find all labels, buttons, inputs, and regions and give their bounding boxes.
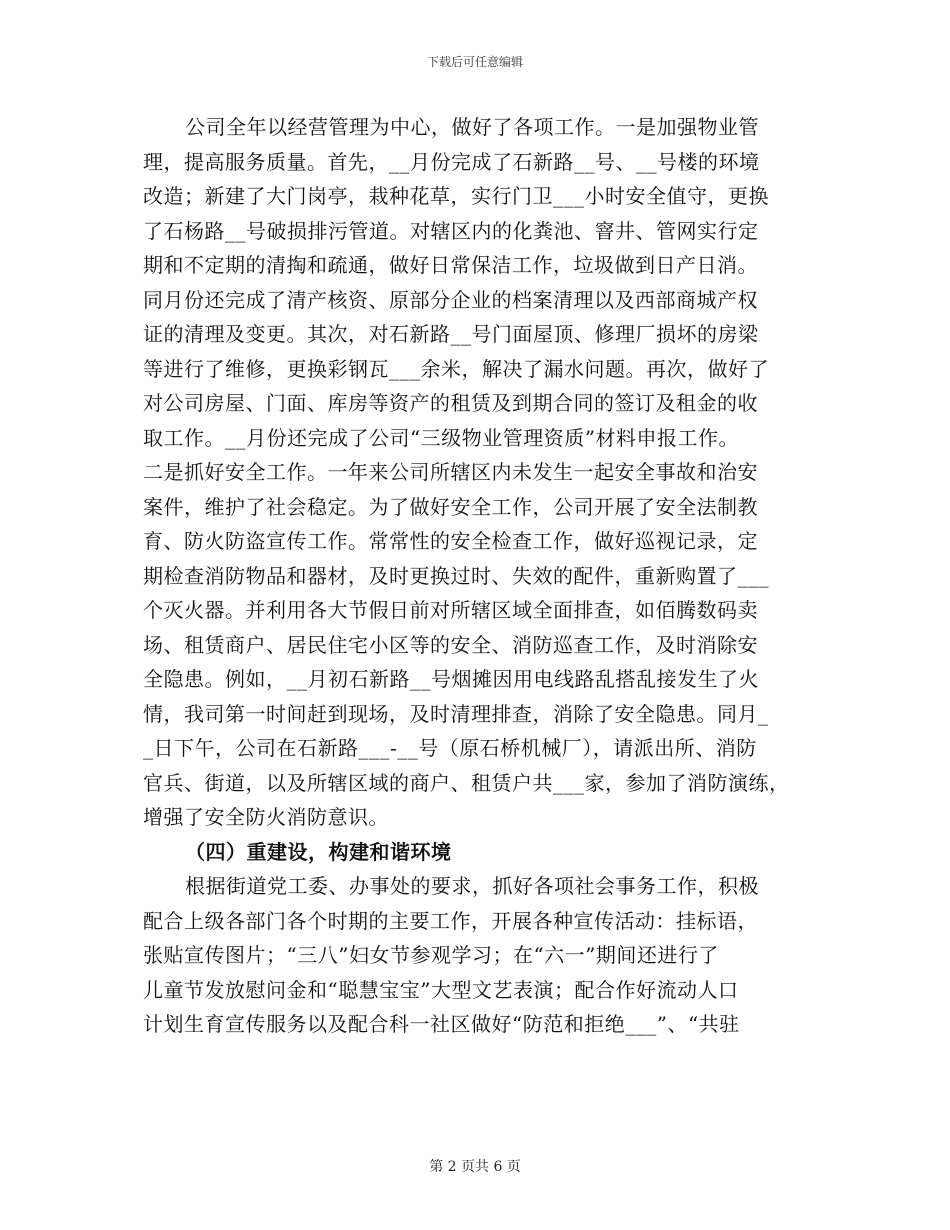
paragraph-line: 公司全年以经营管理为中心，做好了各项工作。一是加强物业管 [185,115,759,139]
paragraph-line: 场、租赁商户、居民住宅小区等的安全、消防巡查工作，及时消除安 [143,632,758,657]
paragraph-line: 证的清理及变更。其次，对石新路__号门面屋顶、修理厂损坏的房梁 [143,322,759,346]
paragraph-line: 期检查消防物品和器材，及时更换过时、失效的配件，重新购置了___ [143,563,769,588]
paragraph-line: 计划生育宣传服务以及配合科一社区做好“防范和拒绝___”、“共驻 [143,1012,740,1036]
page-number: 第 2 页共 6 页 [429,1159,521,1175]
paragraph-line: 个灭火器。并利用各大节假日前对所辖区域全面排查，如佰腾数码卖 [143,598,758,622]
paragraph-line: 了石杨路__号破损排污管道。对辖区内的化粪池、窨井、管网实行定 [143,218,759,243]
paragraph-line: _日下午，公司在石新路___-__号（原石桥机械厂），请派出所、消防 [143,736,757,760]
section-heading: （四）重建设，构建和谐环境 [185,839,452,864]
paragraph-line: 取工作。__月份还完成了公司“三级物业管理资质”材料申报工作。 [143,425,739,450]
paragraph-line: 育、防火防盗宣传工作。常常性的安全检查工作，做好巡视记录，定 [143,529,758,553]
paragraph-line: 官兵、街道，以及所辖区域的商户、租赁户共___家，参加了消防演练， [143,770,790,795]
paragraph-line: 等进行了维修，更换彩钢瓦___余米，解决了漏水问题。再次，做好了 [143,356,769,381]
paragraph-line: 情，我司第一时间赶到现场，及时清理排查，消除了安全隐患。同月_ [143,701,769,726]
paragraph-line: 张贴宣传图片；“三八”妇女节参观学习；在“六一”期间还进行了 [143,943,719,967]
paragraph-line: 二是抓好安全工作。一年来公司所辖区内未发生一起安全事故和治安 [143,460,758,484]
paragraph-line: 案件，维护了社会稳定。为了做好安全工作，公司开展了安全法制教 [143,494,758,519]
paragraph-line: 儿童节发放慰问金和“聪慧宝宝”大型文艺表演；配合作好流动人口 [143,977,739,1002]
paragraph-line: 配合上级各部门各个时期的主要工作，开展各种宣传活动：挂标语， [143,908,758,933]
paragraph-line: 期和不定期的清掏和疏通，做好日常保洁工作，垃圾做到日产日消。 [143,253,758,277]
paragraph-line: 改造；新建了大门岗亭，栽种花草，实行门卫___小时安全值守，更换 [143,184,769,208]
paragraph-line: 对公司房屋、门面、库房等资产的租赁及到期合同的签订及租金的收 [143,391,758,415]
paragraph-line: 全隐患。例如，__月初石新路__号烟摊因用电线路乱搭乱接发生了火 [143,667,759,691]
document-body [143,110,808,1042]
page-header: 下载后可任意编辑 [426,55,523,69]
paragraph-line: 理，提高服务质量。首先，__月份完成了石新路__号、__号楼的环境 [143,149,760,174]
paragraph-line: 增强了安全防火消防意识。 [143,805,389,829]
paragraph-line: 根据街道党工委、办事处的要求，抓好各项社会事务工作，积极 [185,874,759,898]
paragraph-line: 同月份还完成了清产核资、原部分企业的档案清理以及西部商城产权 [143,287,758,312]
